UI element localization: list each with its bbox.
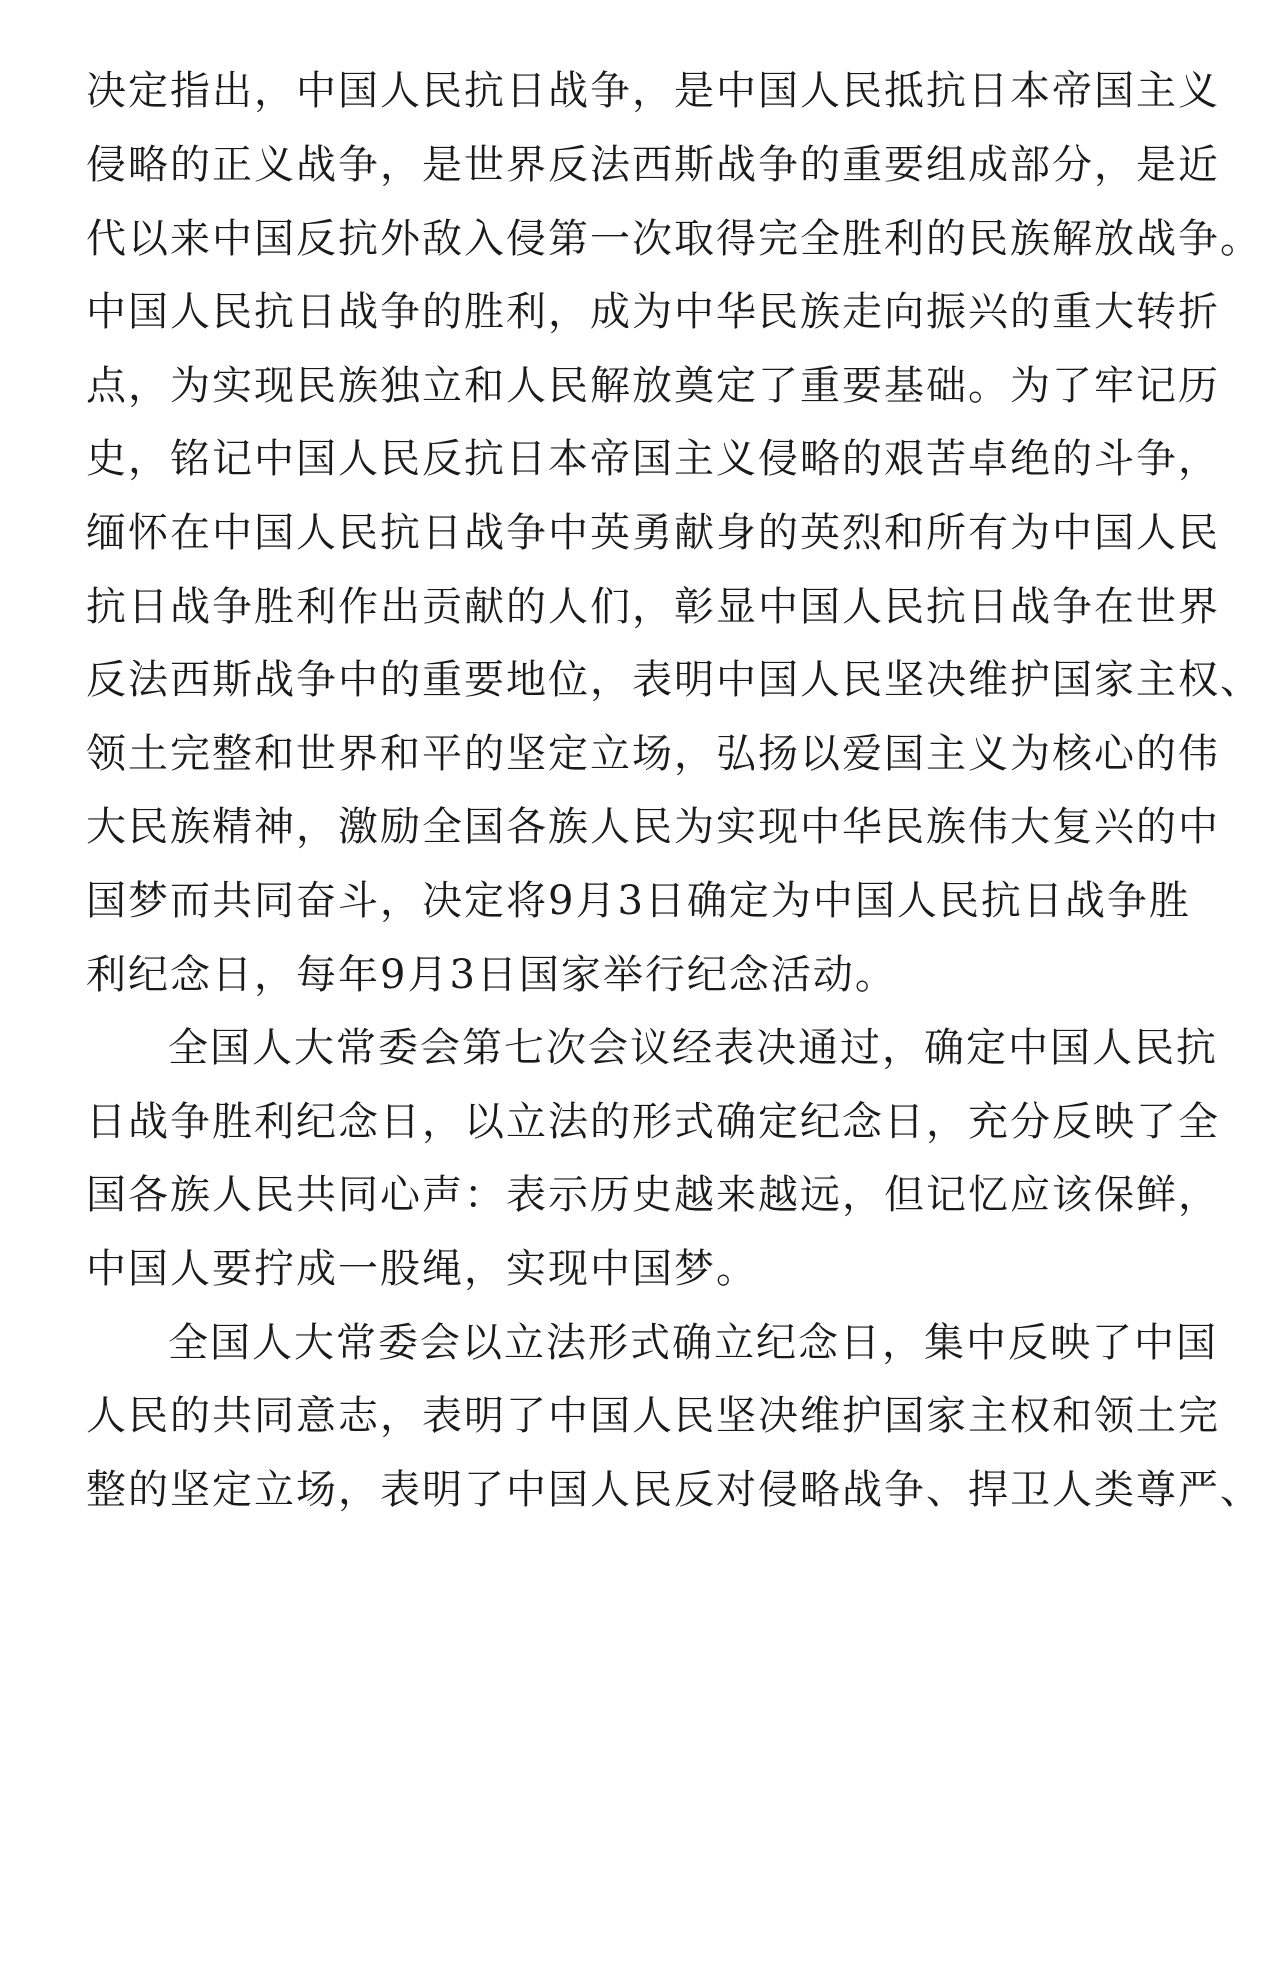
paragraph-2-line-3: 国各族人民共同心声：表示历史越来越远，但记忆应该保鲜， [86, 1172, 1220, 1218]
paragraph-1-line-8: 抗日战争胜利作出贡献的人们，彰显中国人民抗日战争在世界 [86, 584, 1220, 630]
paragraph-1-line-1: 决定指出，中国人民抗日战争，是中国人民抵抗日本帝国主义 [86, 68, 1220, 114]
paragraph-1-line-5: 点，为实现民族独立和人民解放奠定了重要基础。为了牢记历 [86, 363, 1220, 409]
paragraph-3-line-2: 人民的共同意志，表明了中国人民坚决维护国家主权和领土完 [86, 1393, 1220, 1439]
paragraph-1-line-7: 缅怀在中国人民抗日战争中英勇献身的英烈和所有为中国人民 [86, 510, 1220, 556]
paragraph-3-line-1: 全国人大常委会以立法形式确立纪念日，集中反映了中国 [168, 1320, 1218, 1366]
paragraph-1-line-2: 侵略的正义战争，是世界反法西斯战争的重要组成部分，是近 [86, 142, 1220, 188]
paragraph-1-line-9: 反法西斯战争中的重要地位，表明中国人民坚决维护国家主权、 [86, 657, 1262, 703]
paragraph-1-line-13: 利纪念日，每年9月3日国家举行纪念活动。 [86, 952, 897, 998]
paragraph-1-line-10: 领土完整和世界和平的坚定立场，弘扬以爱国主义为核心的伟 [86, 731, 1220, 777]
paragraph-2-line-4: 中国人要拧成一股绳，实现中国梦。 [86, 1246, 758, 1292]
paragraph-1-line-3: 代以来中国反抗外敌入侵第一次取得完全胜利的民族解放战争。 [86, 216, 1262, 262]
paragraph-1-line-6: 史，铭记中国人民反抗日本帝国主义侵略的艰苦卓绝的斗争， [86, 436, 1220, 482]
paragraph-3-line-3: 整的坚定立场，表明了中国人民反对侵略战争、捍卫人类尊严、 [86, 1467, 1262, 1513]
paragraph-2-line-1: 全国人大常委会第七次会议经表决通过，确定中国人民抗 [168, 1025, 1218, 1071]
paragraph-1-line-4: 中国人民抗日战争的胜利，成为中华民族走向振兴的重大转折 [86, 289, 1220, 335]
paragraph-1-line-12: 国梦而共同奋斗，决定将9月3日确定为中国人民抗日战争胜 [86, 878, 1191, 924]
paragraph-2-line-2: 日战争胜利纪念日，以立法的形式确定纪念日，充分反映了全 [86, 1099, 1220, 1145]
paragraph-1-line-11: 大民族精神，激励全国各族人民为实现中华民族伟大复兴的中 [86, 804, 1220, 850]
